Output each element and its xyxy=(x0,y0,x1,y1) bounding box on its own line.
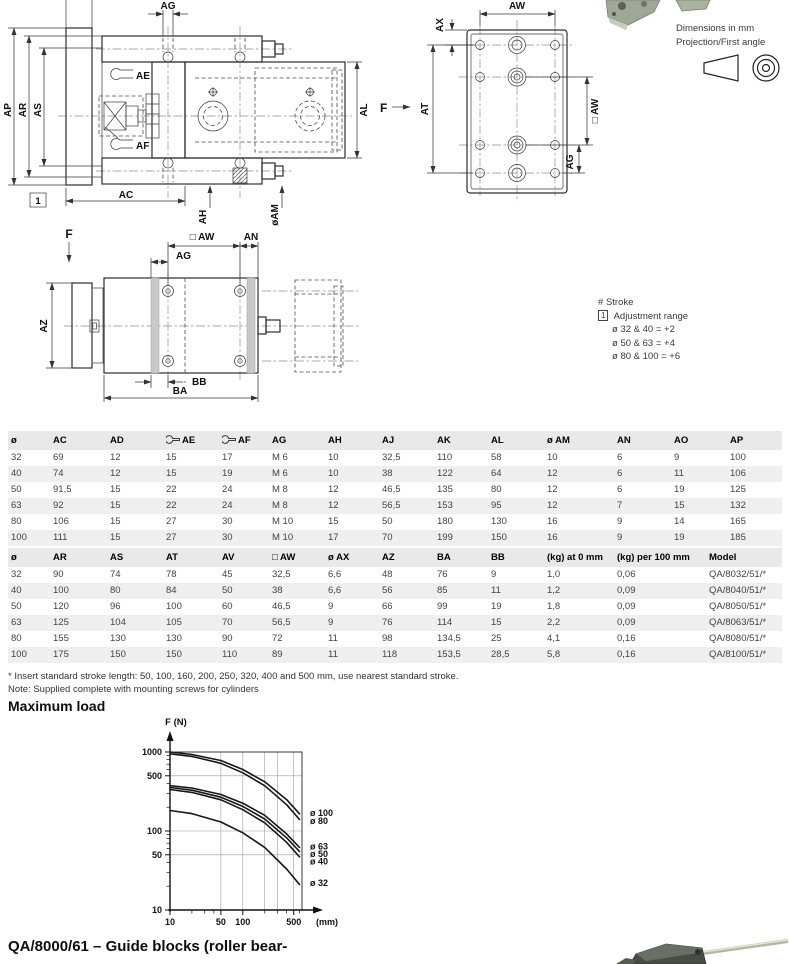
x-axis-arrow xyxy=(313,907,323,914)
table-cell: 150 xyxy=(166,649,182,660)
table-cell: 12 xyxy=(547,484,558,495)
projection-note: Projection/First angle xyxy=(676,36,766,48)
table-row xyxy=(8,530,782,546)
table-cell: 85 xyxy=(437,585,448,596)
y-tick-label: 50 xyxy=(151,849,162,860)
table-cell: 6 xyxy=(617,452,623,463)
adjustment-marker: 1 xyxy=(35,196,41,207)
column-header: ø xyxy=(11,435,17,446)
table-cell: 100 xyxy=(11,649,27,660)
table-cell: 69 xyxy=(53,452,64,463)
table-cell: 74 xyxy=(53,468,64,479)
table-cell: 0,09 xyxy=(617,585,636,596)
table-cell: 9 xyxy=(674,452,680,463)
dimension-tables xyxy=(8,431,782,663)
table-cell: 25 xyxy=(491,633,502,644)
table-cell: 134,5 xyxy=(437,633,461,644)
column-header: AF xyxy=(219,431,269,450)
dim-label-ba: BA xyxy=(172,386,188,397)
column-header: BB xyxy=(491,552,505,563)
table-cell: 175 xyxy=(53,649,69,660)
table-cell: 111 xyxy=(53,532,68,543)
side-view-drawing xyxy=(0,0,420,230)
column-header: AP xyxy=(730,435,744,446)
table-cell: 12 xyxy=(328,484,339,495)
table-cell: 50 xyxy=(222,585,233,596)
table-cell: QA/8080/51/* xyxy=(709,633,767,644)
table-cell: 6,6 xyxy=(328,585,342,596)
table-cell: 110 xyxy=(437,452,453,463)
table-cell: 11 xyxy=(328,649,338,660)
table-cell: 80 xyxy=(11,633,22,644)
table-notes xyxy=(8,671,782,696)
table-cell: 2,2 xyxy=(547,617,561,628)
table-cell: 185 xyxy=(730,532,746,543)
table-cell: 5,8 xyxy=(547,649,561,660)
table-cell: 60 xyxy=(222,601,233,612)
curve-label: ø 32 xyxy=(310,877,329,888)
y-axis-arrow xyxy=(167,731,174,741)
dim-label-ap: AP xyxy=(3,103,14,117)
table-cell: 9 xyxy=(617,532,623,543)
table-cell: 180 xyxy=(437,516,453,527)
table-cell: 48 xyxy=(382,569,393,580)
table-cell: 70 xyxy=(222,617,233,628)
column-header: Model xyxy=(709,552,737,563)
dimensions-table-2 xyxy=(8,548,782,663)
table-cell: 14 xyxy=(674,516,685,527)
table-cell: 27 xyxy=(166,516,177,527)
table-cell: 19 xyxy=(674,532,685,543)
dim-label-ax: AX xyxy=(435,18,446,32)
table-cell: 106 xyxy=(53,516,69,527)
table-cell: 12 xyxy=(110,452,121,463)
dimensions-in-mm: Dimensions in mm xyxy=(676,23,755,34)
table-cell: 130 xyxy=(491,516,507,527)
table-cell: 76 xyxy=(382,617,393,628)
table-cell: 28,5 xyxy=(491,649,510,660)
front-view-drawing xyxy=(395,0,610,215)
dim-label-an: AN xyxy=(243,232,259,243)
table-cell: 153 xyxy=(437,500,453,511)
curve-label: ø 40 xyxy=(310,856,329,867)
table-cell: 11 xyxy=(674,468,684,479)
table-cell: 12 xyxy=(547,468,558,479)
table-header-row xyxy=(8,548,782,567)
column-header: AC xyxy=(53,435,67,446)
table-cell: 15 xyxy=(110,516,121,527)
table-cell: 92 xyxy=(53,500,64,511)
table-cell: 63 xyxy=(11,500,22,511)
table-cell: 9 xyxy=(617,516,623,527)
table-cell: 0,06 xyxy=(617,569,636,580)
table-cell: 22 xyxy=(166,500,177,511)
table-cell: 24 xyxy=(222,500,233,511)
table-row xyxy=(8,631,782,647)
view-direction-label: F xyxy=(380,101,388,115)
table-cell: 155 xyxy=(53,633,69,644)
dim-label-az: AZ xyxy=(39,319,50,333)
table-cell: 7 xyxy=(617,500,623,511)
column-header: AH xyxy=(328,435,342,446)
dim-label-ar: AR xyxy=(18,102,29,118)
table-row xyxy=(8,466,782,482)
table-cell: 150 xyxy=(110,649,126,660)
first-angle-projection-icon xyxy=(700,52,788,86)
table-cell: M 6 xyxy=(272,468,288,479)
table-cell: 99 xyxy=(437,601,448,612)
dim-label-as: AS xyxy=(33,103,44,117)
table-cell: 32 xyxy=(11,569,22,580)
table-cell: 130 xyxy=(166,633,182,644)
wrench-icon xyxy=(111,69,133,80)
stroke-footnote: * Insert standard stroke length: 50, 100, 160, 200, 250, 320, 400 and 500 mm, use nearest standard stroke. xyxy=(8,671,459,682)
table-cell: 22 xyxy=(166,484,177,495)
table-cell: 114 xyxy=(437,617,453,628)
table-cell: 19 xyxy=(674,484,685,495)
table-cell: 11 xyxy=(491,585,501,596)
max-load-heading: Maximum load xyxy=(8,698,106,714)
wrench-icon xyxy=(111,139,133,150)
table-cell: 90 xyxy=(222,633,233,644)
column-header: AO xyxy=(674,435,689,446)
table-cell: 15 xyxy=(491,617,502,628)
table-cell: M 10 xyxy=(272,516,294,527)
column-header: ø AX xyxy=(328,552,350,563)
y-tick-label: 500 xyxy=(146,770,162,781)
table-cell: 76 xyxy=(437,569,448,580)
table-cell: 104 xyxy=(110,617,126,628)
table-cell: 15 xyxy=(328,516,339,527)
table-row xyxy=(8,514,782,530)
table-cell: 46,5 xyxy=(272,601,291,612)
table-cell: 125 xyxy=(53,617,69,628)
table-cell: 32 xyxy=(11,452,22,463)
x-tick-label: 500 xyxy=(286,917,302,927)
table-cell: M 10 xyxy=(272,532,294,543)
table-cell: QA/8100/51/* xyxy=(709,649,767,660)
table-cell: 135 xyxy=(437,484,453,495)
table-cell: 15 xyxy=(110,484,121,495)
stroke-note-title: Stroke xyxy=(605,297,634,308)
table-cell: QA/8063/51/* xyxy=(709,617,767,628)
column-header: AR xyxy=(53,552,67,563)
table-cell: 1,0 xyxy=(547,569,561,580)
table-cell: 100 xyxy=(166,601,182,612)
table-cell: 15 xyxy=(110,532,121,543)
bottom-view-drawing xyxy=(28,226,393,426)
table-cell: 56,5 xyxy=(272,617,291,628)
curve-label: ø 100 xyxy=(310,807,334,818)
table-cell: 78 xyxy=(166,569,177,580)
table-row xyxy=(8,599,782,615)
x-tick-label: 50 xyxy=(215,917,226,927)
stroke-note xyxy=(598,296,688,364)
dim-label-al: AL xyxy=(359,103,370,117)
table-cell: 110 xyxy=(222,649,238,660)
table-cell: 64 xyxy=(491,468,502,479)
table-cell: 90 xyxy=(53,569,64,580)
column-header: AT xyxy=(166,552,178,563)
dim-label-ah: AH xyxy=(198,209,209,225)
load-curve xyxy=(170,788,300,852)
table-cell: 80 xyxy=(11,516,22,527)
column-header: AD xyxy=(110,435,124,446)
load-direction-label: F xyxy=(65,227,73,241)
dim-label-am: øAM xyxy=(270,204,281,226)
table-cell: 10 xyxy=(547,452,558,463)
table-cell: QA/8040/51/* xyxy=(709,585,767,596)
table-row xyxy=(8,482,782,498)
y-tick-label: 1000 xyxy=(141,747,162,757)
table-row xyxy=(8,615,782,631)
next-section-heading: QA/8000/61 – Guide blocks (roller bear- xyxy=(8,938,288,955)
load-curve xyxy=(170,811,300,885)
table-cell: 125 xyxy=(730,484,746,495)
table-cell: 38 xyxy=(272,585,283,596)
column-header: AS xyxy=(110,552,124,563)
table-cell: 100 xyxy=(11,532,27,543)
stroke-hash-symbol: # xyxy=(598,297,604,308)
table-row xyxy=(8,498,782,514)
table-cell: 38 xyxy=(382,468,393,479)
table-cell: 106 xyxy=(730,468,746,479)
dim-label-ag: AG xyxy=(160,1,176,12)
table-cell: M 8 xyxy=(272,484,288,495)
dim-label-ag: AG xyxy=(565,154,576,170)
y-tick-label: 100 xyxy=(146,826,162,836)
table-cell: 0,16 xyxy=(617,633,636,644)
x-tick-label: 10 xyxy=(164,917,176,927)
column-header: AE xyxy=(163,431,219,450)
table-cell: 56 xyxy=(382,585,393,596)
maximum-load-chart xyxy=(130,700,420,940)
table-cell: 58 xyxy=(491,452,502,463)
table-cell: 19 xyxy=(491,601,502,612)
wrench-icon xyxy=(222,435,236,444)
adjustment-line: ø 80 & 100 = +6 xyxy=(612,351,681,362)
x-axis-unit-label: (mm) xyxy=(316,917,338,927)
table-cell: 56,5 xyxy=(382,500,401,511)
table-cell: QA/8050/51/* xyxy=(709,601,767,612)
table-cell: 98 xyxy=(382,633,393,644)
table-cell: M 8 xyxy=(272,500,288,511)
table-cell: 50 xyxy=(11,484,22,495)
table-cell: 6 xyxy=(617,468,623,479)
y-tick-label: 10 xyxy=(151,905,162,915)
table-cell: 100 xyxy=(53,585,69,596)
table-cell: 118 xyxy=(382,649,398,660)
table-cell: 70 xyxy=(382,532,393,543)
column-header: (kg) at 0 mm xyxy=(547,552,603,563)
table-cell: 4,1 xyxy=(547,633,561,644)
table-cell: 12 xyxy=(547,500,558,511)
load-curve xyxy=(170,754,300,820)
table-cell: 50 xyxy=(11,601,22,612)
table-cell: 0,09 xyxy=(617,601,636,612)
adjustment-line: ø 32 & 40 = +2 xyxy=(612,324,675,335)
table-cell: 89 xyxy=(272,649,283,660)
table-cell: 66 xyxy=(382,601,393,612)
table-cell: QA/8032/51/* xyxy=(709,569,767,580)
table-cell: 15 xyxy=(166,468,177,479)
table-cell: 105 xyxy=(166,617,182,628)
table-cell: 32,5 xyxy=(272,569,291,580)
adjustment-range-marker: 1 xyxy=(598,310,608,321)
table-cell: 19 xyxy=(222,468,233,479)
table-cell: 122 xyxy=(437,468,453,479)
table-cell: 16 xyxy=(547,532,558,543)
table-cell: 80 xyxy=(110,585,121,596)
table-cell: 132 xyxy=(730,500,746,511)
table-cell: 9 xyxy=(491,569,497,580)
table-cell: 165 xyxy=(730,516,746,527)
table-cell: 1,2 xyxy=(547,585,561,596)
table-cell: 95 xyxy=(491,500,502,511)
dim-label-at: AT xyxy=(420,102,431,116)
dim-label-bb: BB xyxy=(192,377,207,388)
dim-label-ae: AE xyxy=(136,71,150,82)
table-cell: 10 xyxy=(328,468,339,479)
table-row xyxy=(8,583,782,599)
table-cell: 46,5 xyxy=(382,484,401,495)
table-row xyxy=(8,647,782,663)
table-cell: 15 xyxy=(166,452,177,463)
table-cell: 120 xyxy=(53,601,69,612)
y-axis-label: F (N) xyxy=(165,717,187,728)
table-cell: 0,09 xyxy=(617,617,636,628)
column-header: AG xyxy=(272,435,287,446)
dim-label-af: AF xyxy=(136,141,150,152)
table-cell: 0,16 xyxy=(617,649,636,660)
dim-label-ac: AC xyxy=(118,190,134,201)
dim-label-aw-square: □ AW xyxy=(590,98,601,124)
x-tick-label: 100 xyxy=(235,917,251,927)
load-curve xyxy=(170,752,300,814)
wrench-icon xyxy=(166,435,180,444)
table-cell: 24 xyxy=(222,484,233,495)
table-cell: 1,8 xyxy=(547,601,561,612)
table-cell: 91,5 xyxy=(53,484,72,495)
column-header: AN xyxy=(617,435,631,446)
column-header: ø AM xyxy=(547,435,570,446)
dim-label-ag: AG xyxy=(176,251,191,262)
table-cell: 27 xyxy=(166,532,177,543)
table-cell: 17 xyxy=(222,452,233,463)
table-cell: 6,6 xyxy=(328,569,342,580)
table-cell: 50 xyxy=(382,516,393,527)
table-row xyxy=(8,450,782,466)
column-header: AL xyxy=(491,435,504,446)
dimensions-note xyxy=(676,22,788,49)
table-cell: 100 xyxy=(730,452,746,463)
column-header: AJ xyxy=(382,435,395,446)
table-cell: M 6 xyxy=(272,452,288,463)
table-cell: 74 xyxy=(110,569,121,580)
dim-label-aw-square: □ AW xyxy=(189,232,215,243)
table-cell: 40 xyxy=(11,585,22,596)
adjustment-range-label: Adjustment range xyxy=(613,310,689,322)
table-cell: 12 xyxy=(328,500,339,511)
table-cell: 15 xyxy=(110,500,121,511)
column-header: (kg) per 100 mm xyxy=(617,552,690,563)
table-cell: 199 xyxy=(437,532,453,543)
dimensions-table-1 xyxy=(8,431,782,546)
column-header: □ AW xyxy=(272,552,296,563)
column-header: AZ xyxy=(382,552,395,563)
table-cell: 80 xyxy=(491,484,502,495)
table-cell: 153,5 xyxy=(437,649,461,660)
table-cell: 84 xyxy=(166,585,177,596)
table-cell: 96 xyxy=(110,601,121,612)
supply-note: Note: Supplied complete with mounting screws for cylinders xyxy=(8,683,259,695)
table-cell: 11 xyxy=(328,633,338,644)
table-cell: 9 xyxy=(328,601,334,612)
guide-block-photo-cropped xyxy=(610,936,790,964)
table-cell: 6 xyxy=(617,484,623,495)
table-cell: 15 xyxy=(674,500,685,511)
curve-label: ø 80 xyxy=(310,816,329,827)
table-cell: 30 xyxy=(222,532,233,543)
column-header: ø xyxy=(11,552,17,563)
curve-label: ø 63 xyxy=(310,841,329,852)
column-header: AV xyxy=(222,552,235,563)
curve-label: ø 50 xyxy=(310,849,329,860)
column-header: BA xyxy=(437,552,451,563)
table-cell: 45 xyxy=(222,569,233,580)
table-row xyxy=(8,567,782,583)
table-cell: 9 xyxy=(328,617,334,628)
adjustment-line: ø 50 & 63 = +4 xyxy=(612,337,675,349)
dim-label-aw: AW xyxy=(508,1,526,12)
table-cell: 30 xyxy=(222,516,233,527)
table-header-row xyxy=(8,431,782,450)
table-cell: 10 xyxy=(328,452,339,463)
table-cell: 17 xyxy=(328,532,339,543)
table-cell: 40 xyxy=(11,468,22,479)
table-cell: 63 xyxy=(11,617,22,628)
column-header: AK xyxy=(437,435,451,446)
table-cell: 150 xyxy=(491,532,507,543)
table-cell: 12 xyxy=(110,468,121,479)
table-cell: 72 xyxy=(272,633,283,644)
table-cell: 32,5 xyxy=(382,452,401,463)
table-cell: 130 xyxy=(110,633,126,644)
table-cell: 16 xyxy=(547,516,558,527)
